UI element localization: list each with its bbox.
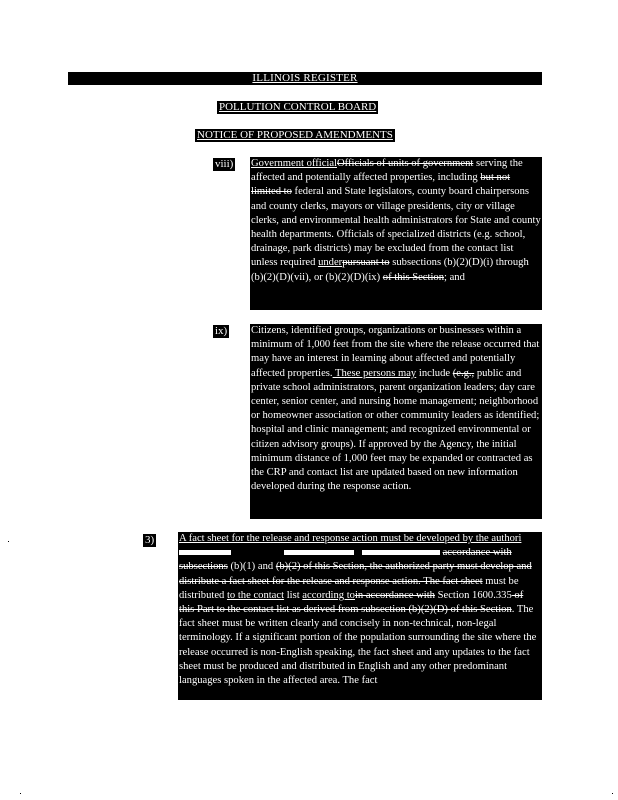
item-ix-paragraph: [250, 324, 542, 519]
body-text: subsections (b)(2)(D)(i) through (b)(2)(D)(vii), or (b)(2)(D)(ix): [251, 257, 529, 283]
body-text: ; and: [444, 271, 465, 283]
deleted-text: of this Part to the contact list as derived from subsection (b)(2)(D) of this Section: [179, 589, 524, 616]
redaction-mark: [284, 550, 354, 555]
item-viii-label: viii): [215, 158, 234, 170]
deleted-text: pursuant to: [342, 257, 390, 269]
redaction-mark: [362, 550, 440, 555]
body-text: federal and State legislators, county board chairpersons and county clerks, mayors or village presidents, city or village clerks, and environmental health administrators for State and county health departments. Officials of specialized districts (e.g. school, drainage, park districts) may be excluded from the contact list unless required: [251, 186, 541, 269]
item-ix-label: ix): [215, 325, 228, 337]
inserted-text: These persons may: [332, 367, 417, 379]
inserted-text: according to: [302, 589, 355, 601]
header-bar: [68, 72, 542, 85]
register-title: ILLINOIS REGISTER: [252, 72, 358, 84]
body-text: must be distributed: [179, 575, 519, 601]
redaction-mark: [179, 550, 231, 555]
deleted-text: Officials of units of government: [337, 158, 474, 169]
body-text: public and private school administrators, parent organization leaders; day care center, senior center, and nursing home management; neighborhood or homeowner association or other community leaders as identified; hospital and clinic management; and recognized environmental or citizen advisory groups). If approved by the Agency, the initial minimum distance of 1,000 feet may be expanded or contracted as the CRP and contact list are updated based on new information developed during the response action.: [251, 367, 540, 493]
body-text: (b)(1) and: [227, 561, 276, 573]
board-heading: POLLUTION CONTROL BOARD: [219, 101, 377, 113]
body-text: list: [284, 589, 303, 601]
scan-speck: [20, 793, 21, 794]
inserted-text: under: [318, 257, 343, 269]
inserted-text: A fact sheet for the release and response action must be developed by the authori: [179, 533, 522, 544]
deleted-text: but not limited to: [251, 172, 511, 198]
deleted-text: in accordance with: [354, 589, 435, 601]
body-text: serving the affected and potentially affected properties, including: [251, 158, 523, 184]
deleted-text: (e.g.,: [452, 367, 475, 379]
item-3-paragraph: [178, 532, 542, 700]
inserted-text: to the contact: [226, 589, 285, 601]
item-viii-paragraph: [250, 157, 542, 310]
inserted-text: Government official: [251, 158, 337, 169]
deleted-text: (b)(2) of this Section, the authorized party must develop and distribute a fact sheet for the release and response action. The fact sheet: [179, 561, 532, 587]
body-text: Section 1600.335: [434, 589, 512, 601]
scan-speck: [612, 793, 613, 794]
body-text: include: [416, 367, 453, 379]
deleted-text: of this Section: [382, 271, 444, 283]
notice-heading: NOTICE OF PROPOSED AMENDMENTS: [197, 129, 393, 141]
body-text: Citizens, identified groups, organizations or businesses within a minimum of 1,000 feet from the site where the release occurred that may have an interest in learning about affected and potentially affected properties.: [251, 325, 540, 379]
body-text: . The fact sheet must be written clearly and concisely in non-technical, non-legal terminology. If a significant portion of the population surrounding the site where the release occurred is non-English speaking, the fact sheet and any updates to the fact sheet must be produced and distributed in English and any other predominant languages spoken in the affected area. The fact: [179, 604, 537, 687]
scan-speck: [8, 541, 9, 542]
deleted-text: accordance with subsections: [179, 547, 512, 573]
item-3-label: 3): [145, 534, 155, 546]
